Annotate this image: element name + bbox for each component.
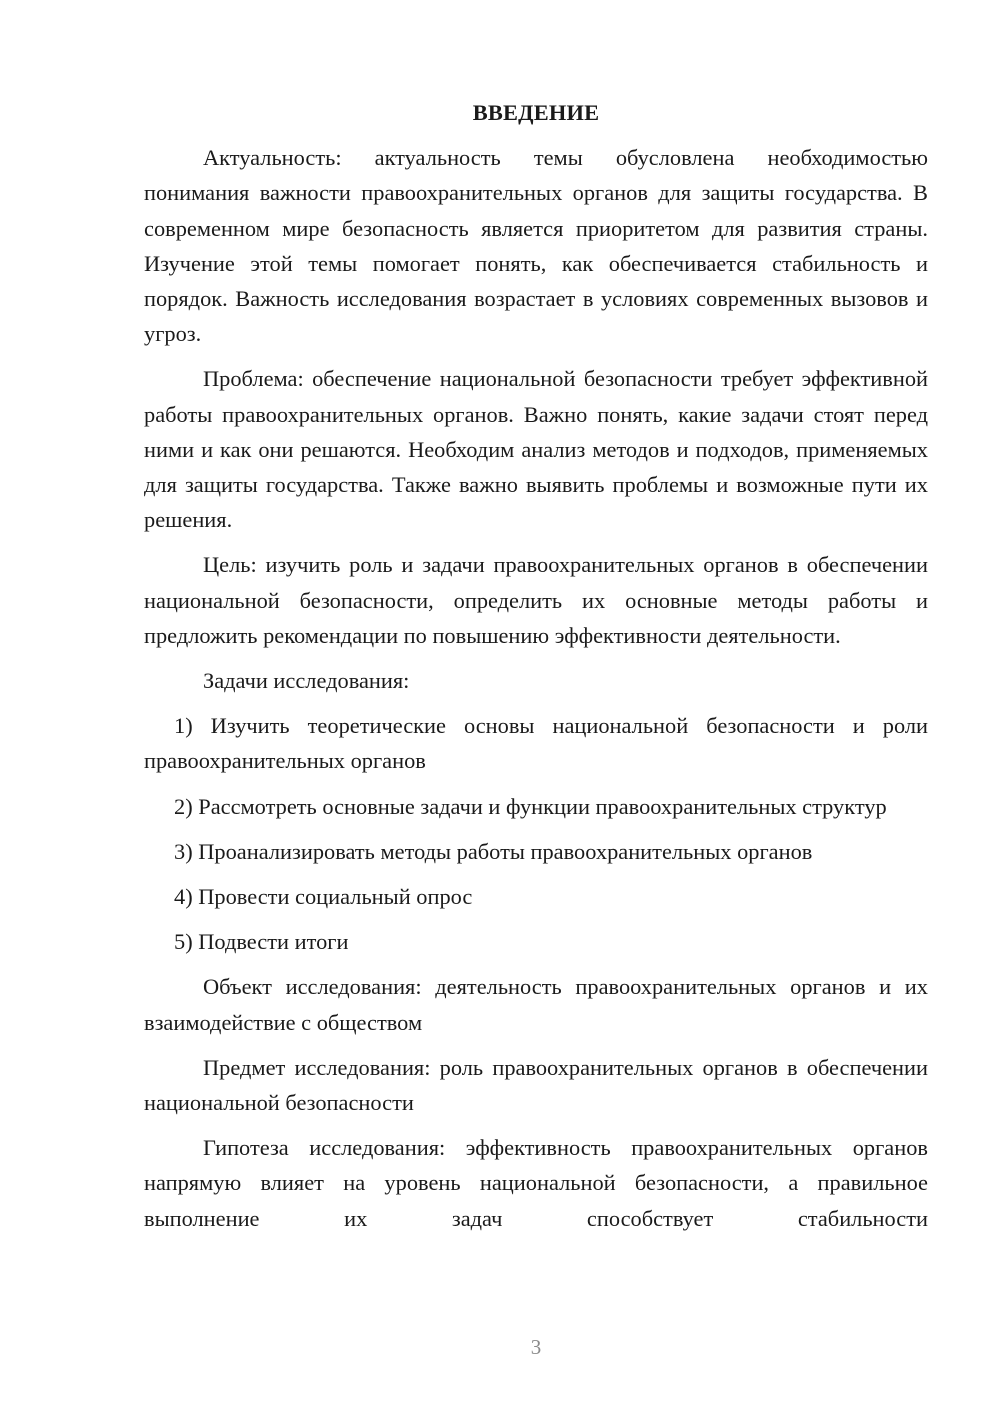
object-paragraph: Объект исследования: деятельность правоохранительных органов и их взаимодействие с обществом (144, 974, 928, 1035)
page-content (144, 95, 928, 1246)
task-item-5: 5) Подвести итоги (174, 929, 349, 955)
task-item-4: 4) Провести социальный опрос (174, 884, 473, 910)
page-number: 3 (530, 1335, 542, 1359)
task-item-1: 1) Изучить теоретические основы национальной безопасности и роли правоохранительных органов (144, 713, 928, 774)
task-item-3: 3) Проанализировать методы работы правоохранительных органов (174, 838, 813, 864)
tasks-label: Задачи исследования: (203, 668, 410, 694)
task-item-2: 2) Рассмотреть основные задачи и функции правоохранительных структур (174, 793, 887, 819)
problem-paragraph: Проблема: обеспечение национальной безопасности требует эффективной работы правоохранительных органов. Важно понять, какие задачи стоят перед ними и как они решаются. Необходим анализ методов и подходов, применяемых для защиты государства. Также важно выявить проблемы и возможные пути их решения. (144, 366, 928, 533)
page-title: ВВЕДЕНИЕ (472, 100, 600, 125)
relevance-paragraph: Актуальность: актуальность темы обусловлена необходимостью понимания важности правоохранительных органов для защиты государства. В современном мире безопасность является приоритетом для развития страны. Изучение этой темы помогает понять, как обеспечивается стабильность и порядок. Важность исследования возрастает в условиях современных вызовов и угроз. (144, 145, 928, 347)
hypothesis-paragraph: Гипотеза исследования: эффективность правоохранительных органов напрямую влияет на уровень национальной безопасности, а правильное выполнение их задач способствует стабильности (144, 1135, 928, 1231)
subject-paragraph: Предмет исследования: роль правоохранительных органов в обеспечении национальной безопасности (144, 1054, 928, 1116)
goal-paragraph: Цель: изучить роль и задачи правоохранительных органов в обеспечении национальной безопасности, определить их основные методы работы и предложить рекомендации по повышению эффективности деятельности. (144, 552, 928, 648)
